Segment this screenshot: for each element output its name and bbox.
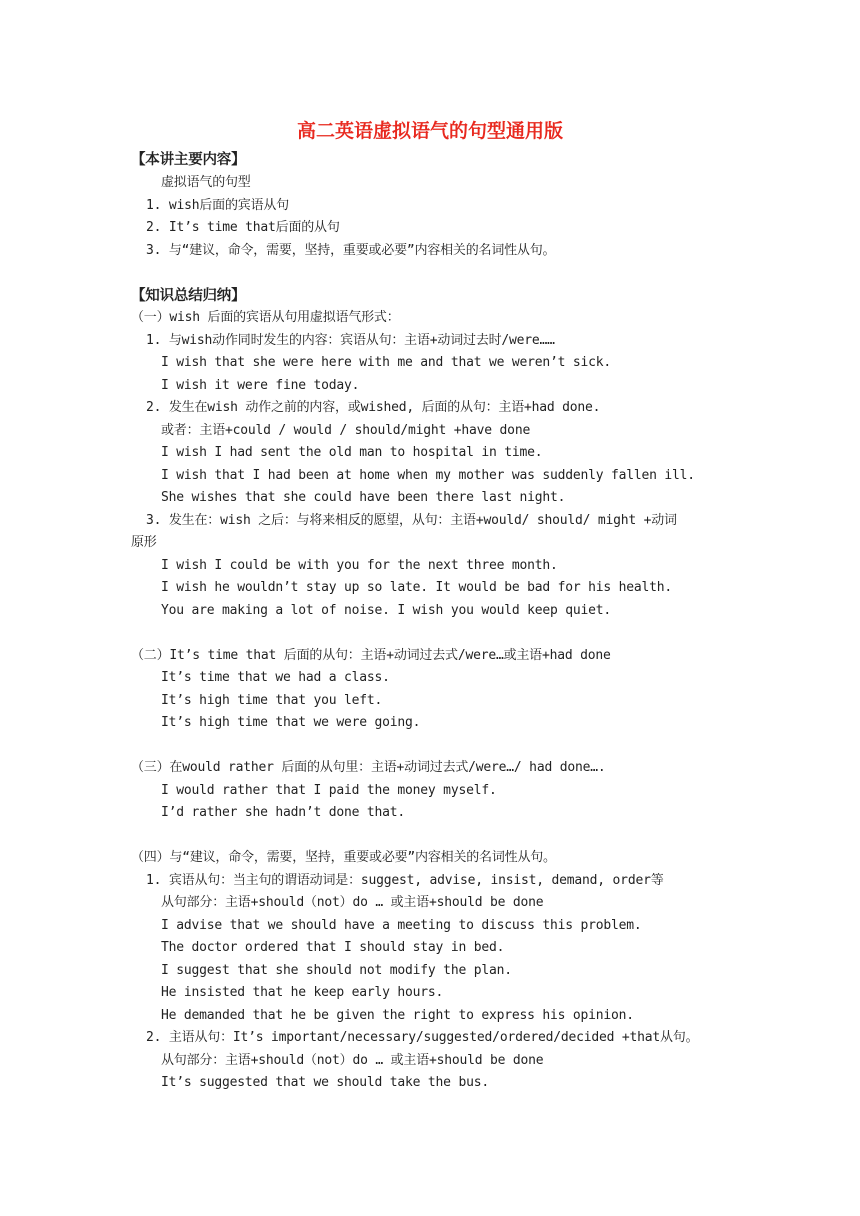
rule-line: 从句部分：主语+should（not）do … 或主语+should be done [161, 1053, 544, 1068]
rule-line: 2. 主语从句：It’s important/necessary/suggested/ordered/decided +that从句。 [146, 1030, 699, 1045]
part-title: （一）wish 后面的宾语从句用虚拟语气形式： [131, 310, 400, 325]
example-sentence: It’s high time that you left. [161, 693, 383, 708]
example-sentence: It’s suggested that we should take the bus. [161, 1075, 489, 1090]
rule-line: 从句部分：主语+should（not）do … 或主语+should be done [161, 895, 544, 910]
example-sentence: I wish I could be with you for the next three month. [161, 558, 558, 573]
rule-line: 2. 发生在wish 动作之前的内容，或wished, 后面的从句：主语+had done. [146, 400, 601, 415]
example-sentence: It’s time that we had a class. [161, 670, 390, 685]
example-sentence: I advise that we should have a meeting to discuss this problem. [161, 918, 642, 933]
example-sentence: It’s high time that we were going. [161, 715, 421, 730]
list-item: 3. 与“建议，命令，需要，坚持，重要或必要”内容相关的名词性从句。 [146, 243, 556, 258]
rule-line: 3. 发生在：wish 之后：与将来相反的愿望，从句：主语+would/ should/ might +动词 [146, 513, 677, 528]
example-sentence: I suggest that she should not modify the plan. [161, 963, 512, 978]
part-title: （二）It’s time that 后面的从句：主语+动词过去式/were…或主语+had done [131, 648, 611, 663]
example-sentence: You are making a lot of noise. I wish you would keep quiet. [161, 603, 611, 618]
example-sentence: I’d rather she hadn’t done that. [161, 805, 406, 820]
list-item: 1. wish后面的宾语从句 [146, 198, 289, 213]
section-heading-summary: 【知识总结归纳】 [131, 288, 246, 304]
rule-line: 或者：主语+could / would / should/might +have done [161, 423, 531, 438]
example-sentence: I wish he wouldn’t stay up so late. It would be bad for his health. [161, 580, 672, 595]
rule-line-continued: 原形 [131, 535, 157, 550]
example-sentence: She wishes that she could have been there last night. [161, 490, 566, 505]
example-sentence: I would rather that I paid the money myself. [161, 783, 497, 798]
part-title: （三）在would rather 后面的从句里：主语+动词过去式/were…/ had done…. [131, 760, 606, 775]
rule-line: 1. 与wish动作同时发生的内容：宾语从句：主语+动词过去时/were…… [146, 333, 555, 348]
list-item: 2. It’s time that后面的从句 [146, 220, 340, 235]
section-heading-main-content: 【本讲主要内容】 [131, 152, 246, 168]
example-sentence: The doctor ordered that I should stay in bed. [161, 940, 505, 955]
document-title: 高二英语虚拟语气的句型通用版 [296, 120, 563, 142]
part-title: （四）与“建议，命令，需要，坚持，重要或必要”内容相关的名词性从句。 [131, 850, 556, 865]
example-sentence: I wish it were fine today. [161, 378, 360, 393]
section-intro: 虚拟语气的句型 [161, 175, 251, 190]
rule-line: 1. 宾语从句：当主句的谓语动词是：suggest, advise, insist, demand, order等 [146, 873, 664, 888]
example-sentence: I wish I had sent the old man to hospital in time. [161, 445, 543, 460]
example-sentence: He demanded that he be given the right to express his opinion. [161, 1008, 634, 1023]
example-sentence: He insisted that he keep early hours. [161, 985, 444, 1000]
example-sentence: I wish that she were here with me and that we weren’t sick. [161, 355, 611, 370]
example-sentence: I wish that I had been at home when my mother was suddenly fallen ill. [161, 468, 695, 483]
